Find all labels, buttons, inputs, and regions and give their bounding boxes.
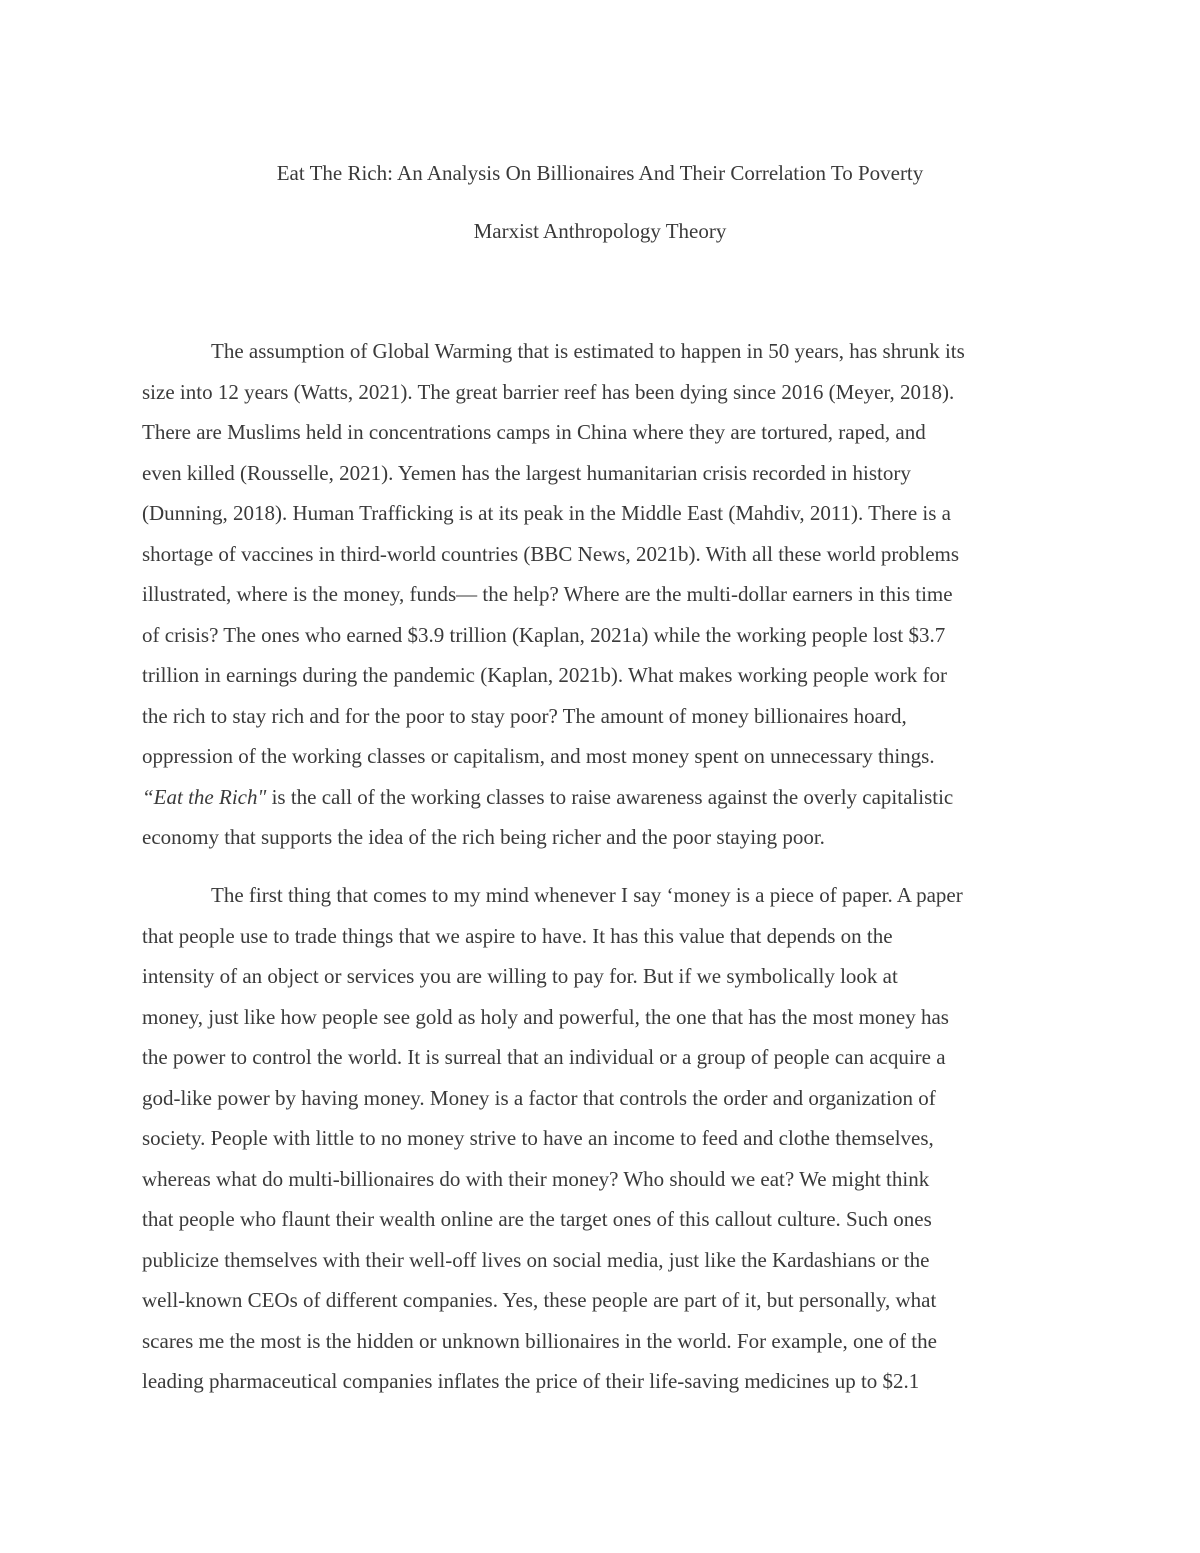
paragraph-line: whereas what do multi-billionaires do with their money? Who should we eat? We might think [142,1166,930,1191]
paragraph-line-rest: is the call of the working classes to raise awareness against the overly capitalistic [266,784,954,809]
paragraph-line: money, just like how people see gold as holy and powerful, the one that has the most money has [142,1004,949,1029]
paragraph-line: shortage of vaccines in third-world countries (BBC News, 2021b). With all these world problems [142,541,960,566]
paragraph-line: society. People with little to no money strive to have an income to feed and clothe themselves, [142,1126,934,1150]
paragraph-line: (Dunning, 2018). Human Trafficking is at its peak in the Middle East (Mahdiv, 2011). There is a [142,501,951,525]
paragraph-line: size into 12 years (Watts, 2021). The great barrier reef has been dying since 2016 (Meyer, 2018). [142,379,955,404]
paragraph-1 [142,331,1062,858]
paragraph-line: that people use to trade things that we aspire to have. It has this value that depends on the [142,923,893,948]
paragraph-2 [142,875,1062,1402]
paragraph-line: economy that supports the idea of the rich being richer and the poor staying poor. [142,825,825,849]
paragraph-line: The assumption of Global Warming that is estimated to happen in 50 years, has shrunk its [211,339,965,363]
paragraph-line: well-known CEOs of different companies. Yes, these people are part of it, but personally, what [142,1288,937,1312]
emphasis-phrase: “Eat the Rich" [142,784,267,809]
paragraph-line: leading pharmaceutical companies inflates the price of their life-saving medicines up to $2.1 [142,1369,920,1393]
paragraph-line: of crisis? The ones who earned $3.9 trillion (Kaplan, 2021a) while the working people lost $3.7 [142,622,946,647]
paragraph-line: the rich to stay rich and for the poor to stay poor? The amount of money billionaires hoard, [142,703,907,728]
paragraph-line: scares me the most is the hidden or unknown billionaires in the world. For example, one of the [142,1328,937,1353]
paragraph-line: trillion in earnings during the pandemic (Kaplan, 2021b). What makes working people work for [142,663,947,687]
paragraph-line: illustrated, where is the money, funds— the help? Where are the multi-dollar earners in this time [142,582,953,606]
paragraph-line [142,777,1062,818]
paragraph-line: intensity of an object or services you are willing to pay for. But if we symbolically look at [142,964,898,988]
paragraph-line: god-like power by having money. Money is a factor that controls the order and organization of [142,1085,936,1110]
paragraph-line: oppression of the working classes or capitalism, and most money spent on unnecessary things. [142,744,935,768]
paragraph-line: that people who flaunt their wealth online are the target ones of this callout culture. Such ones [142,1207,932,1231]
document-subtitle: Marxist Anthropology Theory [473,219,727,243]
document-title: Eat The Rich: An Analysis On Billionaires And Their Correlation To Poverty [276,161,924,185]
paragraph-line: publicize themselves with their well-off lives on social media, just like the Kardashians or the [142,1247,930,1272]
paragraph-line: There are Muslims held in concentrations camps in China where they are tortured, raped, and [142,420,926,444]
paragraph-line: the power to control the world. It is surreal that an individual or a group of people can acquire a [142,1045,946,1069]
paragraph-line: The first thing that comes to my mind whenever I say ‘money is a piece of paper. A paper [211,883,963,907]
paragraph-line: even killed (Rousselle, 2021). Yemen has the largest humanitarian crisis recorded in history [142,460,911,485]
